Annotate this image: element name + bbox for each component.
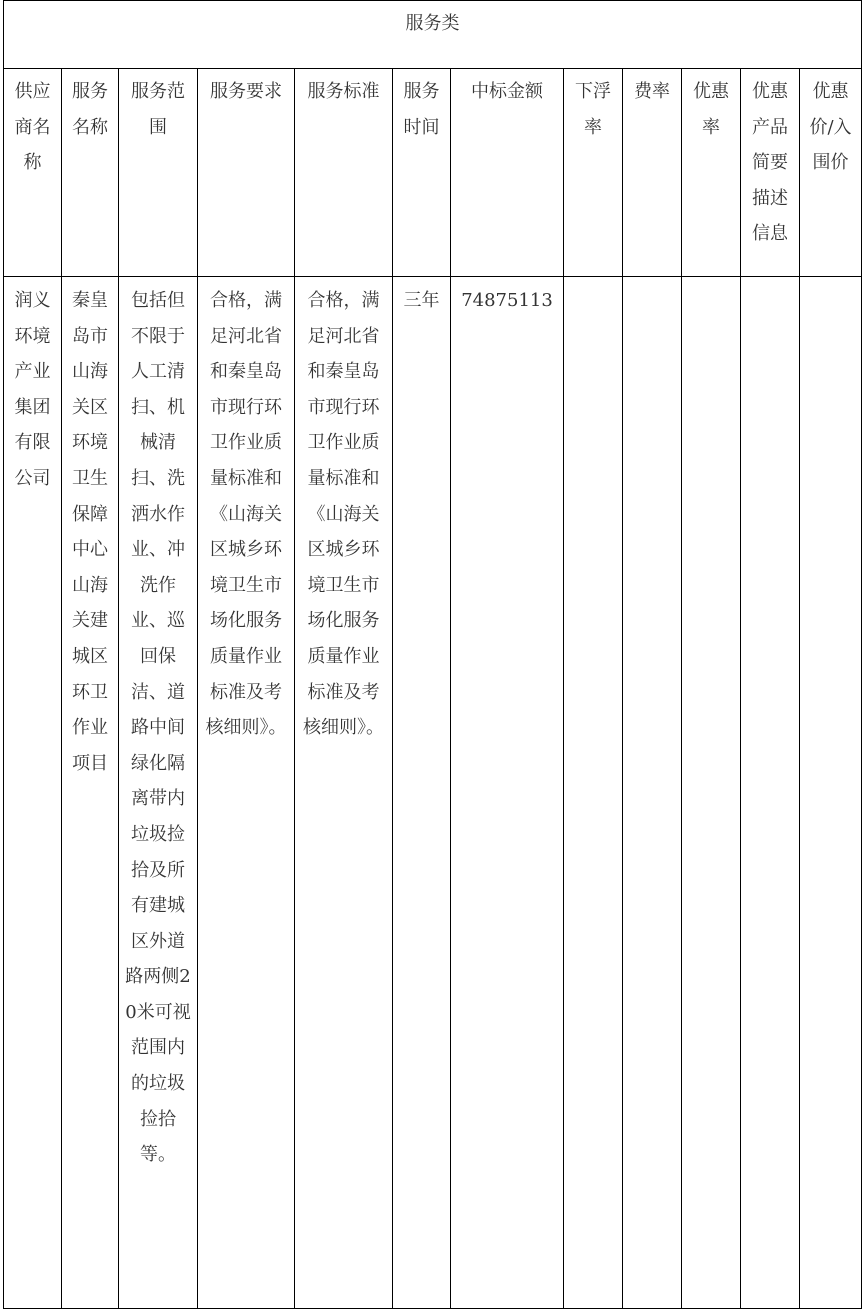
header-discount-rate: 优惠率 [682, 69, 741, 277]
service-award-table [3, 0, 862, 1309]
cell-fee-rate [623, 277, 682, 1309]
cell-service-period: 三年 [393, 277, 451, 1309]
header-supplier-name: 供应商名称 [4, 69, 62, 277]
header-discount-product-desc: 优惠产品简要描述信息 [741, 69, 800, 277]
header-discount-price: 优惠价/入围价 [800, 69, 862, 277]
cell-service-scope: 包括但不限于人工清扫、机械清扫、洗洒水作业、冲洗作业、巡回保洁、道路中间绿化隔离带内垃圾捡拾及所有建城区外道路两侧20米可视范围内的垃圾捡拾等。 [119, 277, 198, 1309]
table-title: 服务类 [4, 1, 862, 69]
cell-discount-product-desc [741, 277, 800, 1309]
cell-service-name: 秦皇岛市山海关区环境卫生保障中心山海关建城区环卫作业项目 [62, 277, 119, 1309]
table-row [4, 277, 862, 1309]
header-service-standard: 服务标准 [295, 69, 393, 277]
cell-float-rate [564, 277, 623, 1309]
cell-service-standard: 合格，满足河北省和秦皇岛市现行环卫作业质量标准和《山海关区城乡环境卫生市场化服务质量作业标准及考核细则》。 [295, 277, 393, 1309]
header-award-amount: 中标金额 [451, 69, 564, 277]
cell-discount-price [800, 277, 862, 1309]
header-service-scope: 服务范围 [119, 69, 198, 277]
header-float-rate: 下浮率 [564, 69, 623, 277]
header-service-requirement: 服务要求 [198, 69, 295, 277]
header-fee-rate: 费率 [623, 69, 682, 277]
cell-award-amount: 74875113 [451, 277, 564, 1309]
header-service-period: 服务时间 [393, 69, 451, 277]
cell-service-requirement: 合格，满足河北省和秦皇岛市现行环卫作业质量标准和《山海关区城乡环境卫生市场化服务质量作业标准及考核细则》。 [198, 277, 295, 1309]
header-row [4, 69, 862, 277]
cell-discount-rate [682, 277, 741, 1309]
cell-supplier-name: 润义环境产业集团有限公司 [4, 277, 62, 1309]
header-service-name: 服务名称 [62, 69, 119, 277]
